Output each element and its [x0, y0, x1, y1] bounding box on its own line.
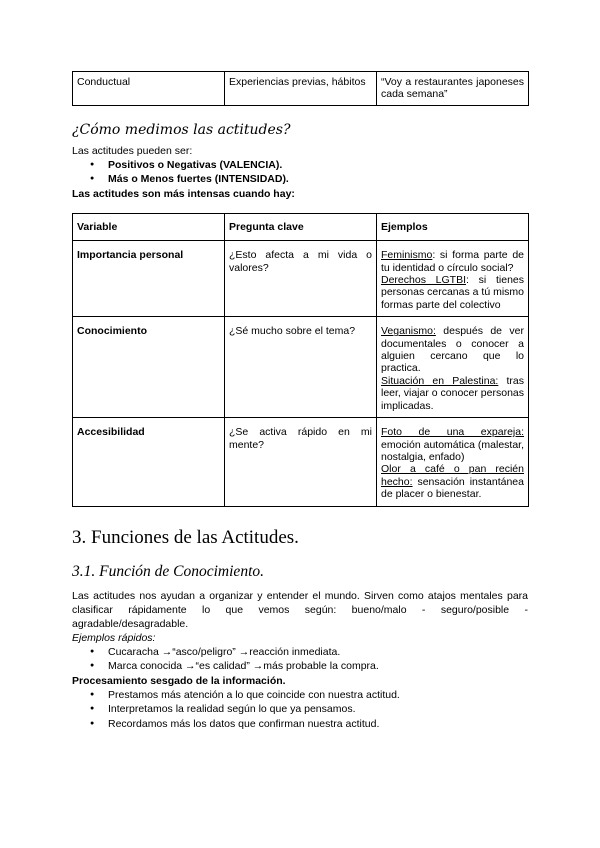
table-row — [73, 317, 529, 418]
table-cell — [73, 72, 225, 106]
table-row — [73, 418, 529, 506]
section-paragraph: Las actitudes nos ayudan a organizar y entender el mundo. Sirven como atajos mentales para clasificar rápidamente lo que vemos según: bueno/malo - seguro/posible - agradable/desagradable. — [72, 589, 528, 630]
top-table — [72, 71, 529, 106]
examples-cell — [377, 241, 529, 317]
example-text: emoción automática (malestar, nostalgia, enfado) — [381, 438, 524, 463]
cell-text: Experiencias previas, hábitos — [229, 76, 366, 88]
question-cell: ¿Sé mucho sobre el tema? — [225, 317, 377, 418]
header-cell: Variable — [73, 213, 225, 240]
biased-label: Procesamiento sesgado de la información. — [72, 674, 286, 687]
variables-table — [72, 213, 529, 507]
examples-cell — [377, 317, 529, 418]
examples-label: Ejemplos rápidos: — [72, 631, 156, 644]
measure-intro: Las actitudes pueden ser: — [72, 144, 193, 157]
list-item: ● Prestamos más atención a lo que coincide con nuestra actitud. — [108, 688, 528, 703]
list-item: ● Positivos o Negativas (VALENCIA). — [108, 158, 528, 173]
example-label: Veganismo: — [381, 325, 436, 338]
question-cell: ¿Se activa rápido en mi mente? — [225, 418, 377, 506]
header-cell: Pregunta clave — [225, 213, 377, 240]
variable-cell: Importancia personal — [73, 241, 225, 317]
example-text: : si tienes personas cercanas a tú mismo formas parte del colectivo — [381, 274, 524, 311]
list-item: ● Más o Menos fuertes (INTENSIDAD). — [108, 172, 528, 187]
table-cell — [225, 72, 377, 106]
cell-text: Conductual — [77, 76, 131, 88]
list-item: ● Marca conocida →“es calidad” →más probable la compra. — [108, 659, 528, 674]
measure-heading: ¿Cómo medimos las actitudes? — [72, 121, 291, 138]
example-text: después de ver documentales o conocer a alguien cercano que lo practica. — [381, 325, 524, 375]
examples-list — [72, 645, 528, 674]
example-label: Olor a café o pan recién hecho: — [381, 463, 524, 488]
table-row — [73, 241, 529, 317]
document-page — [72, 71, 528, 731]
example-label: Derechos LGTBI — [381, 274, 467, 287]
measure-bullets — [72, 158, 528, 187]
cell-text: “Voy a restaurantes japoneses cada semana” — [381, 76, 524, 101]
example-label: Foto de una expareja: — [381, 426, 524, 439]
table-row — [73, 72, 529, 106]
list-item: ● Cucaracha →“asco/peligro” →reacción inmediata. — [108, 645, 528, 660]
header-cell: Ejemplos — [377, 213, 529, 240]
example-label: Situación en Palestina: — [381, 374, 499, 387]
table-cell — [377, 72, 529, 106]
question-cell: ¿Esto afecta a mi vida o valores? — [225, 241, 377, 317]
example-text: tras leer, viajar o conocer personas implicadas. — [381, 374, 524, 412]
biased-list — [72, 688, 528, 732]
example-text: : si forma parte de tu identidad o círculo social? — [381, 249, 524, 274]
list-item: ● Interpretamos la realidad según lo que ya pensamos. — [108, 702, 528, 717]
table-header-row — [73, 213, 529, 240]
variable-cell: Conocimiento — [73, 317, 225, 418]
example-label: Feminismo — [381, 249, 433, 262]
section-title: 3. Funciones de las Actitudes. — [72, 526, 299, 548]
variable-cell: Accesibilidad — [73, 418, 225, 506]
subsection-title: 3.1. Función de Conocimiento. — [72, 562, 264, 580]
examples-cell — [377, 418, 529, 506]
example-text: sensación instantánea de placer o bienestar. — [381, 475, 524, 501]
list-item: ● Recordamos más los datos que confirman nuestra actitud. — [108, 717, 528, 732]
intense-label: Las actitudes son más intensas cuando hay: — [72, 187, 295, 200]
